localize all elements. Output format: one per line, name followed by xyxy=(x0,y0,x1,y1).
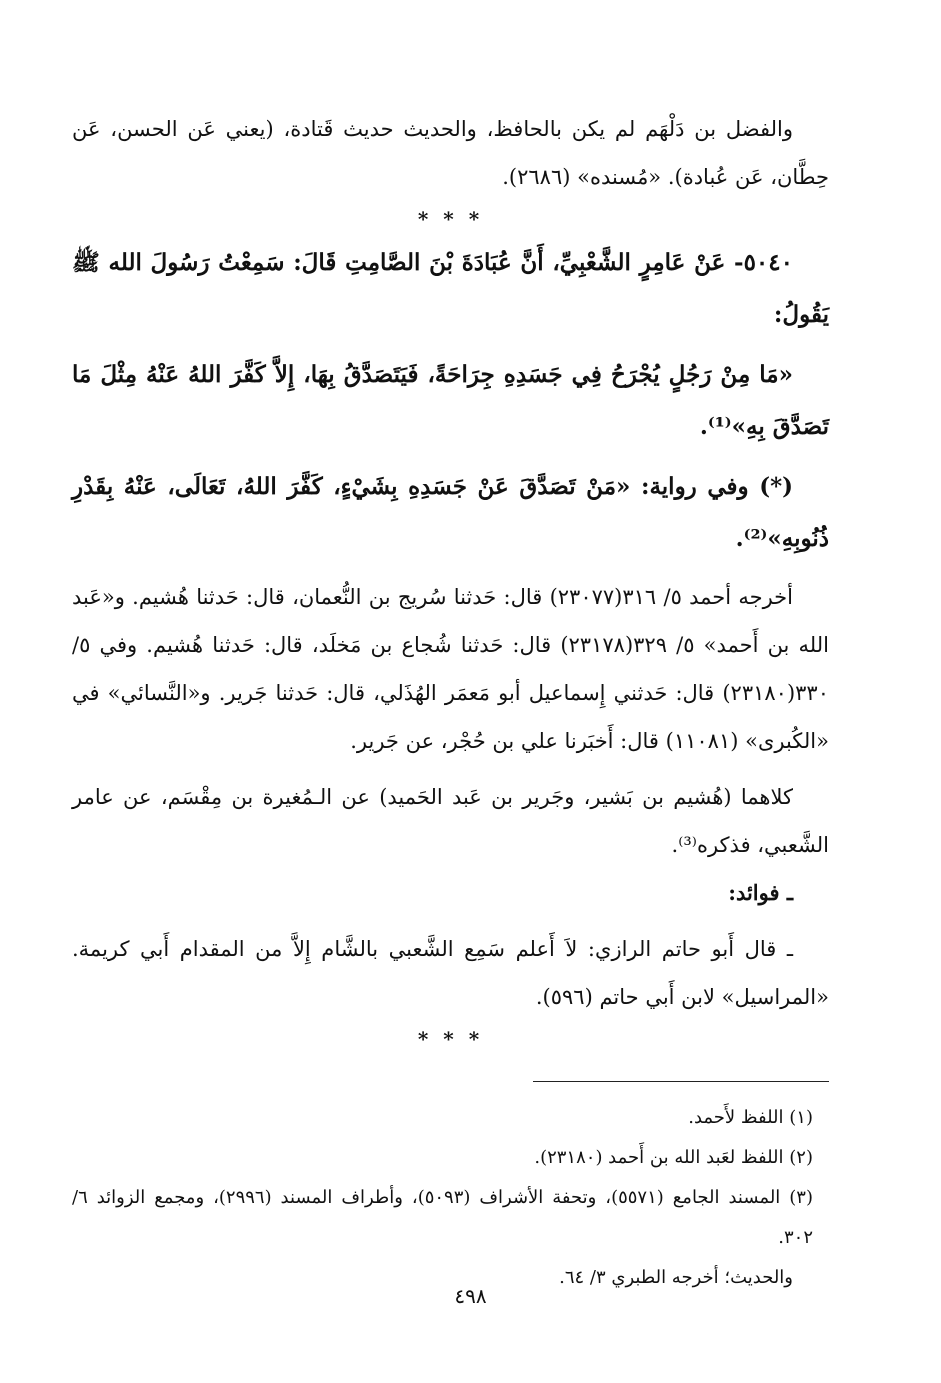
paragraph-intro: والفضل بن دَلْهَم لم يكن بالحافظ، والحديث حديث قَتادة، (يعني عَن الحسن، عَن حِطَّان، عَن عُبادة). «مُسنده» (٢٦٨٦). xyxy=(72,117,829,189)
fawaid-text: ـ قال أَبو حاتم الرازي: لاَ أَعلم سَمِع الشَّعبي بالشَّام إِلاَّ من المقدام أَبي كريمة. «المراسيل» لابن أَبي حاتم (٥٩٦). xyxy=(72,937,829,1009)
section-separator-2: * * * xyxy=(417,1027,484,1051)
footnote-3: (٣) المسند الجامع (٥٥٧١)، وتحفة الأشراف (٥٠٩٣)، وأطراف المسند (٢٩٩٦)، ومجمع الزوائد ٦/ ٣٠٢. xyxy=(72,1187,813,1248)
section-separator: * * * xyxy=(417,207,484,231)
takhrij-paragraph: أخرجه أحمد ٥/ ٣١٦(٢٣٠٧٧) قال: حَدثنا سُريج بن النُّعمان، قال: حَدثنا هُشيم. و«عَبد الله بن أَحمد» ٥/ ٣٢٩(٢٣١٧٨) قال: حَدثنا شُجاع بن مَخلَد، قال: حَدثنا هُشيم. وفي ٥/ ٣٣٠(٢٣١٨٠) قال: حَدثني إِسماعيل أبو مَعمَر الهُذَلي، قال: حَدثنا جَرير. و«النَّسائي» في «الكُبرى» (١١٠٨١) قال: أَخبَرنا علي بن حُجْر، عن جَرير. xyxy=(72,585,829,753)
fawaid-heading: ـ فوائد: xyxy=(728,880,793,905)
page-number: ٤٩٨ xyxy=(454,1284,487,1308)
riwaya-text: (*) وفي رواية: «مَنْ تَصَدَّقَ عَنْ جَسَدِهِ بِشَيْءٍ، كَفَّرَ اللهُ، تَعَالَى، عَنْهُ بِقَدْرِ ذُنُوبِهِ»⁽²⁾. xyxy=(72,473,829,552)
hadith-heading: ٥٠٤٠- عَنْ عَامِرٍ الشَّعْبِيِّ، أَنَّ عُبَادَةَ بْنَ الصَّامِتِ قَالَ: سَمِعْتُ رَسُولَ الله ﷺ يَقُولُ: xyxy=(72,249,829,328)
footnote-1: (١) اللفظ لأَحمد. xyxy=(688,1107,813,1128)
hadith-text: «مَا مِنْ رَجُلٍ يُجْرَحُ فِي جَسَدِهِ جِرَاحَةً، فَيَتَصَدَّقُ بِهَا، إِلاَّ كَفَّرَ اللهُ عَنْهُ مِثْلَ مَا تَصَدَّقَ بِهِ»⁽¹⁾. xyxy=(72,361,829,440)
footnote-2: (٢) اللفظ لعَبد الله بن أَحمد (٢٣١٨٠). xyxy=(534,1147,813,1168)
footnote-3-continuation: والحديث؛ أخرجه الطبري ٣/ ٦٤. xyxy=(559,1267,793,1288)
kilahuma-paragraph: كلاهما (هُشيم بن بَشير، وجَرير بن عَبد الحَميد) عن الـمُغيرة بن مِقْسَم، عن عامر الشَّعبي، فذكره⁽³⁾. xyxy=(72,785,829,857)
page-body xyxy=(72,105,829,1298)
footnote-divider xyxy=(533,1081,829,1082)
